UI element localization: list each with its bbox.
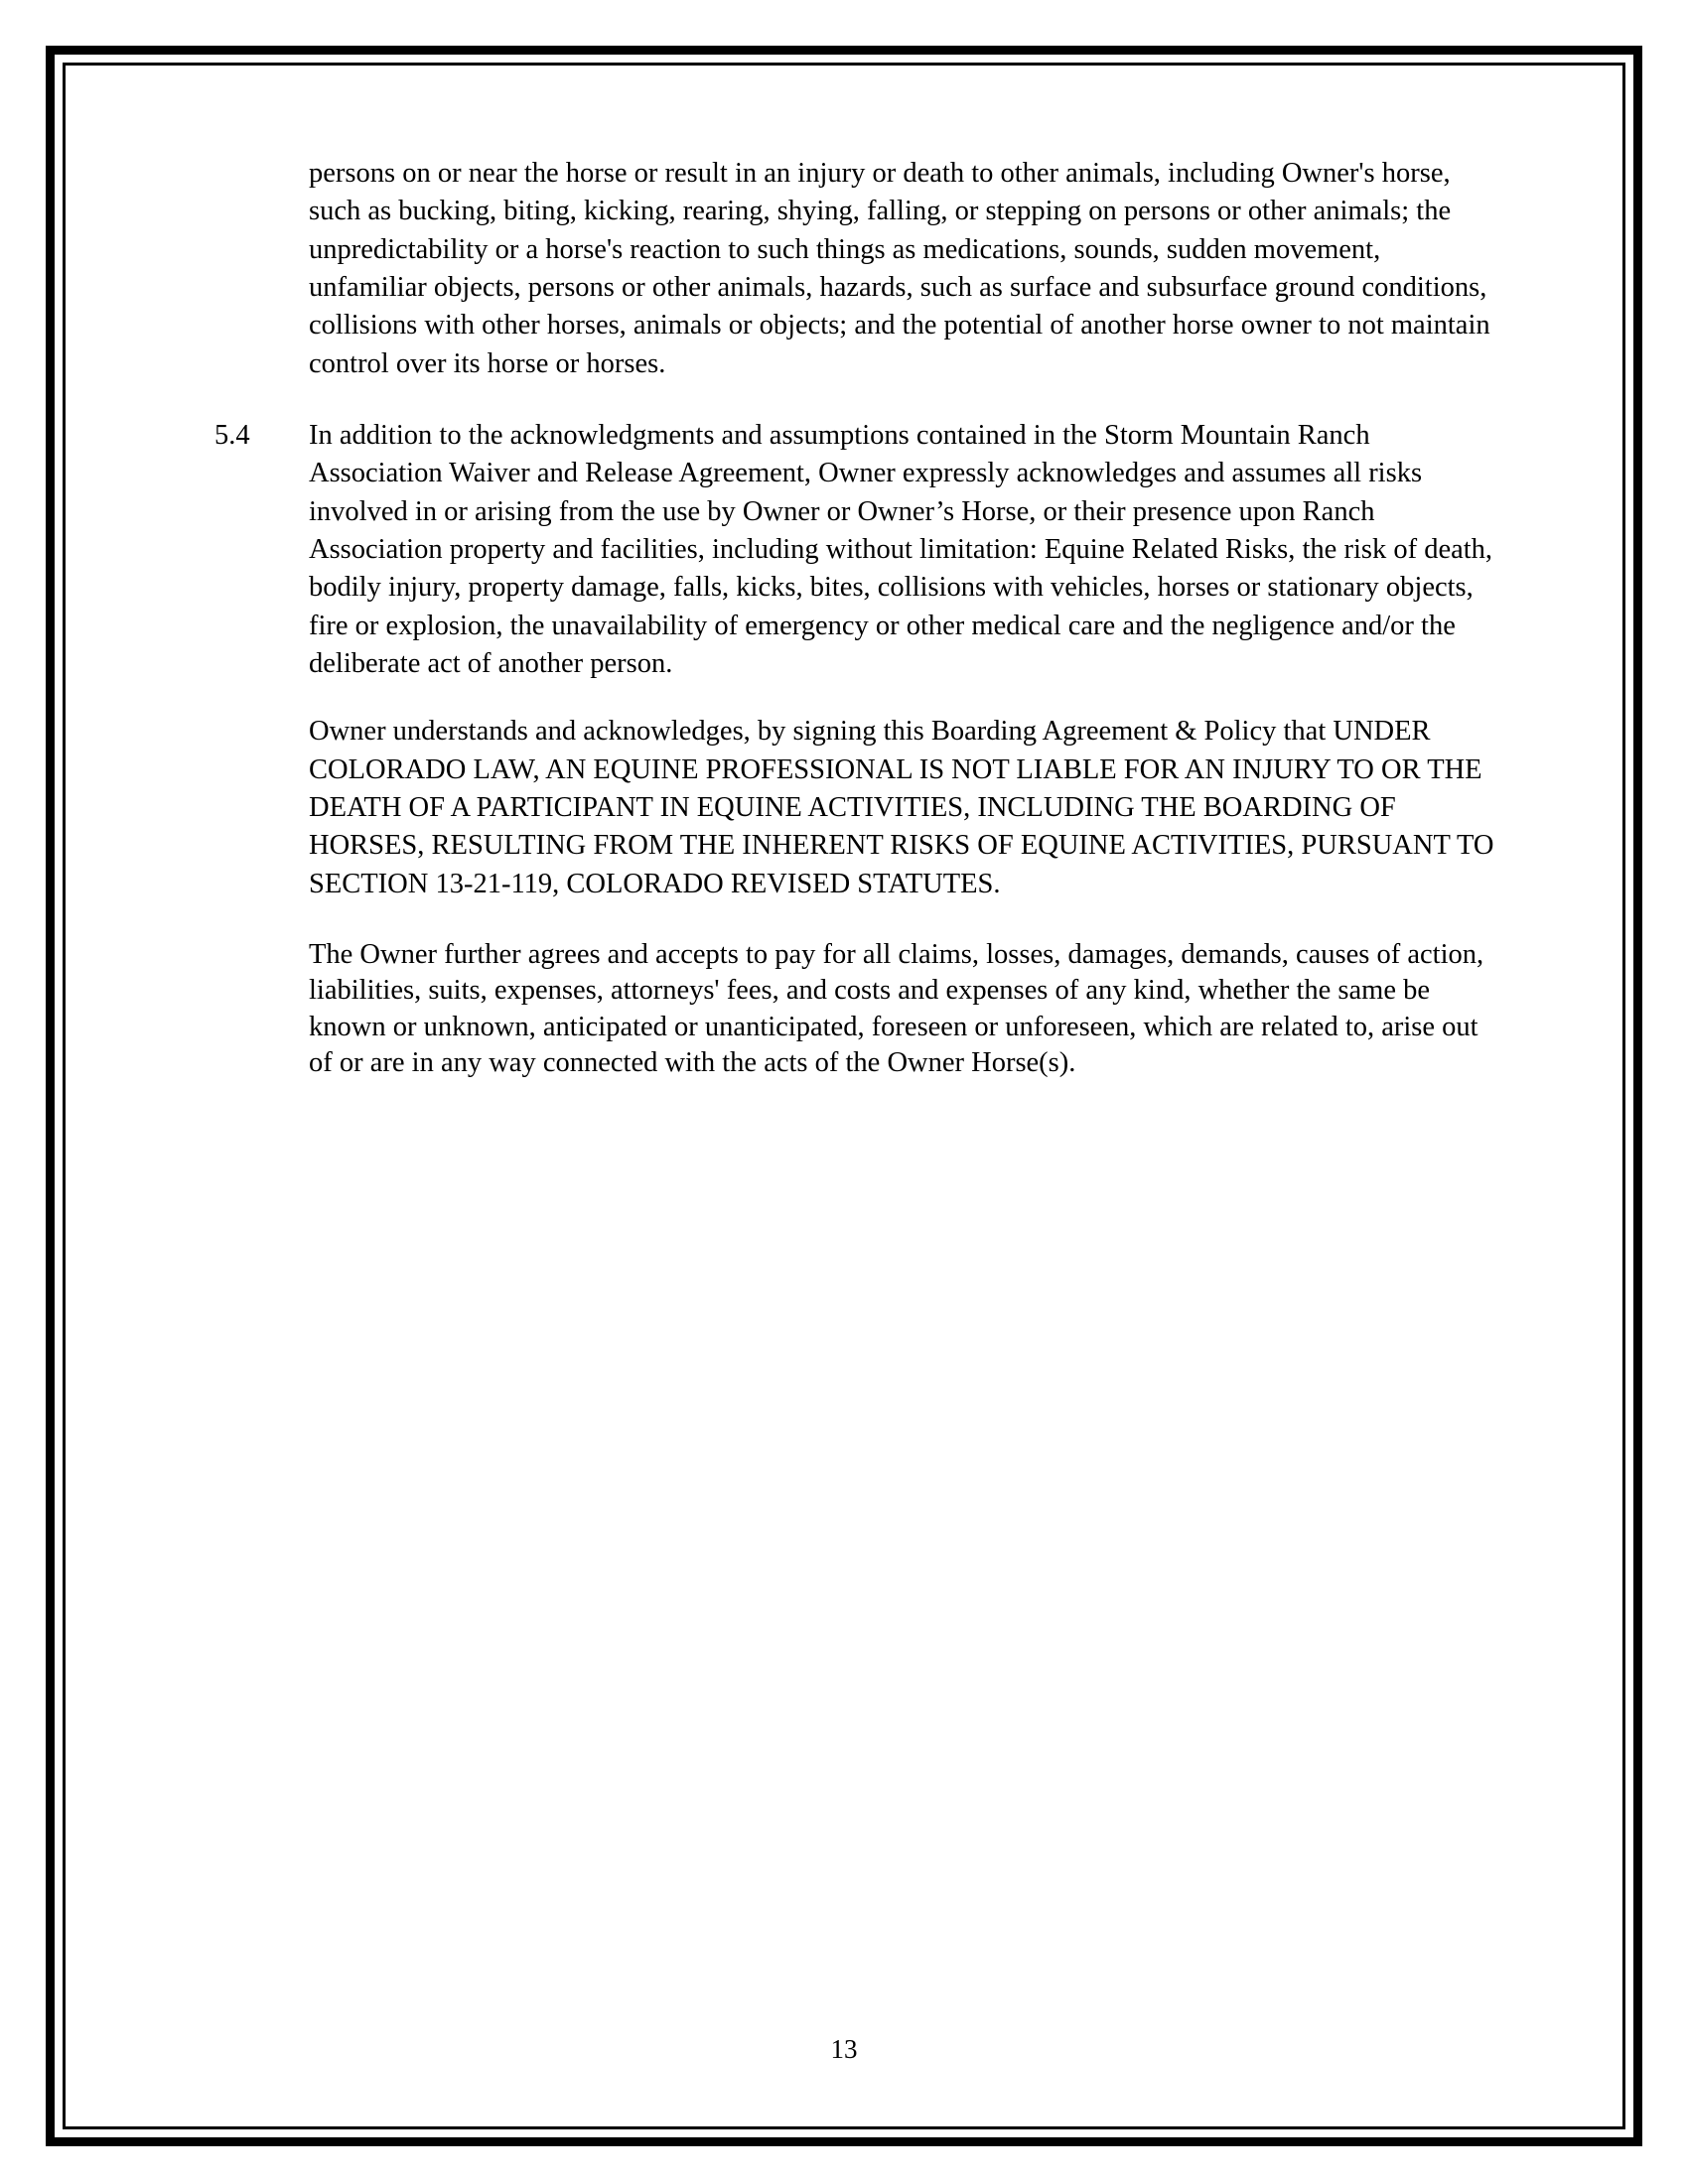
page-border-inner [63, 63, 1625, 2129]
paragraph-liability-notice: Owner understands and acknowledges, by signing this Boarding Agreement & Policy that UNDER COLORADO LAW, AN EQUINE PROFESSIONAL IS NOT LIABLE FOR AN INJURY TO OR THE DEATH OF A PARTICIPANT IN EQUINE ACTIVITIES, INCLUDING THE BOARDING OF HORSES, RESULTING FROM THE INHERENT RISKS OF EQUINE ACTIVITIES, PURSUANT TO SECTION 13-21-119, COLORADO REVISED STATUTES. [309, 716, 1494, 899]
paragraph-continued: persons on or near the horse or result in an injury or death to other animals, including Owner's horse, such as bucking, biting, kicking, rearing, shying, falling, or stepping on persons or other animals; the unpredictability or a horse's reaction to such things as medications, sounds, sudden movement, unfamiliar objects, persons or other animals, hazards, such as surface and subsurface ground conditions, collisions with other horses, animals or objects; and the potential of another horse owner to not maintain control over its horse or horses. [309, 158, 1490, 379]
paragraph-indemnity: The Owner further agrees and accepts to pay for all claims, losses, damages, demands, causes of action, liabilities, suits, expenses, attorneys' fees, and costs and expenses of any kind, whether the same be known or unknown, anticipated or unanticipated, foreseen or unforeseen, which are related to, arise out of or are in any way connected with the acts of the Owner Horse(s). [309, 938, 1484, 1079]
page-number: 13 [830, 2034, 858, 2064]
section-number: 5.4 [214, 419, 250, 451]
page-content [66, 66, 1622, 2126]
page-border-outer [46, 46, 1642, 2146]
section-5-4 [214, 417, 1495, 683]
section-body: In addition to the acknowledgments and assumptions contained in the Storm Mountain Ranch Association Waiver and Release Agreement, Owner expressly acknowledges and assumes all risks involved in or arising from the use by Owner or Owner’s Horse, or their presence upon Ranch Association property and facilities, including without limitation: Equine Related Risks, the risk of death, bodily injury, property damage, falls, kicks, bites, collisions with vehicles, horses or stationary objects, fire or explosion, the unavailability of emergency or other medical care and the negligence and/or the deliberate act of another person. [309, 419, 1493, 679]
